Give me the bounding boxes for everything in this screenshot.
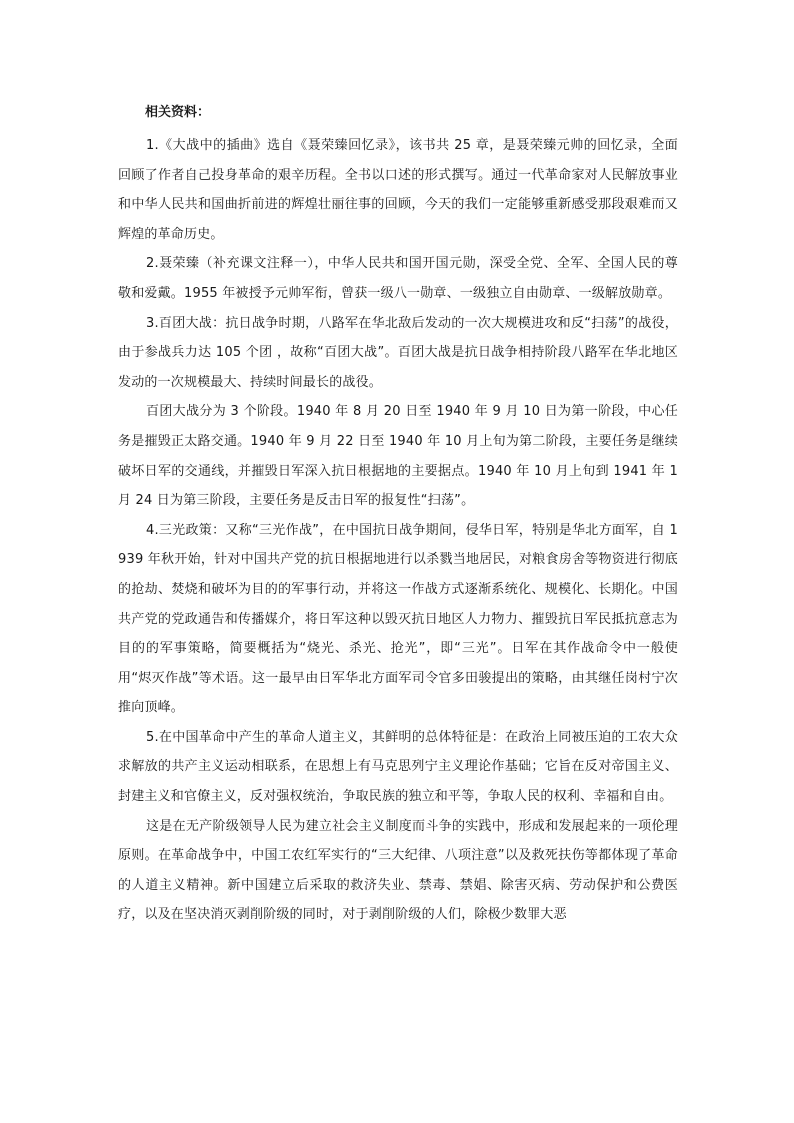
section-heading: 相关资料：	[145, 105, 211, 120]
paragraph-2: 2.聂荣臻（补充课文注释一），中华人民共和国开国元勋，深受全党、全军、全国人民的尊敬和爱戴。1955 年被授予元帅军衔，曾获一级八一勋章、一级独立自由勋章、一级解放勋章。	[118, 256, 678, 301]
paragraph-1: 1.《大战中的插曲》选自《聂荣臻回忆录》，该书共 25 章，是聂荣臻元帅的回忆录，全面回顾了作者自己投身革命的艰辛历程。全书以口述的形式撰写。通过一代革命家对人民解放事业和中华人民共和国曲折前进的辉煌壮丽往事的回顾，今天的我们一定能够重新感受那段艰难而又辉煌的革命历史。	[118, 138, 678, 242]
paragraph-3: 3.百团大战：抗日战争时期，八路军在华北敌后发动的一次大规模进攻和反“扫荡”的战役，由于参战兵力达 105 个团 ，故称“百团大战”。百团大战是抗日战争相持阶段八路军在华北地区发动的一次规模最大、持续时间最长的战役。	[118, 315, 678, 390]
paragraph-4: 百团大战分为 3 个阶段。1940 年 8 月 20 日至 1940 年 9 月 10 日为第一阶段，中心任务是摧毁正太路交通。1940 年 9 月 22 日至 1940 年 10 月上旬为第二阶段，主要任务是继续破坏日军的交通线，并摧毁日军深入抗日根据地的主要据点。1940 年 10 月上旬到 1941 年 1 月 24 日为第三阶段，主要任务是反击日军的报复性“扫荡”。	[118, 404, 678, 509]
document-body	[118, 99, 678, 930]
paragraph-6: 5.在中国革命中产生的革命人道主义，其鲜明的总体特征是：在政治上同被压迫的工农大众求解放的共产主义运动相联系，在思想上有马克思列宁主义理论作基础；它旨在反对帝国主义、封建主义和官僚主义，反对强权统治，争取民族的独立和平等，争取人民的权利、幸福和自由。	[118, 729, 678, 805]
paragraph-7: 这是在无产阶级领导人民为建立社会主义制度而斗争的实践中，形成和发展起来的一项伦理原则。在革命战争中，中国工农红军实行的“三大纪律、八项注意”以及救死扶伤等都体现了革命的人道主义精神。新中国建立后采取的救济失业、禁毒、禁娼、除害灭病、劳动保护和公费医疗，以及在坚决消灭剥削阶级的同时，对于剥削阶级的人们，除极少数罪大恶	[118, 818, 678, 923]
paragraph-5: 4.三光政策：又称“三光作战”，在中国抗日战争期间，侵华日军，特别是华北方面军，自 1939 年秋开始，针对中国共产党的抗日根据地进行以杀戮当地居民，对粮食房舍等物资进行彻底的抢劫、焚烧和破坏为目的的军事行动，并将这一作战方式逐渐系统化、规模化、长期化。中国共产党的党政通告和传播媒介，将日军这种以毁灭抗日地区人力物力、摧毁抗日军民抵抗意志为目的的军事策略，简要概括为“烧光、杀光、抢光”，即“三光”。日军在其作战命令中一般使用“烬灭作战”等术语。这一最早由日军华北方面军司令官多田骏提出的策略，由其继任岗村宁次推向顶峰。	[118, 522, 678, 716]
